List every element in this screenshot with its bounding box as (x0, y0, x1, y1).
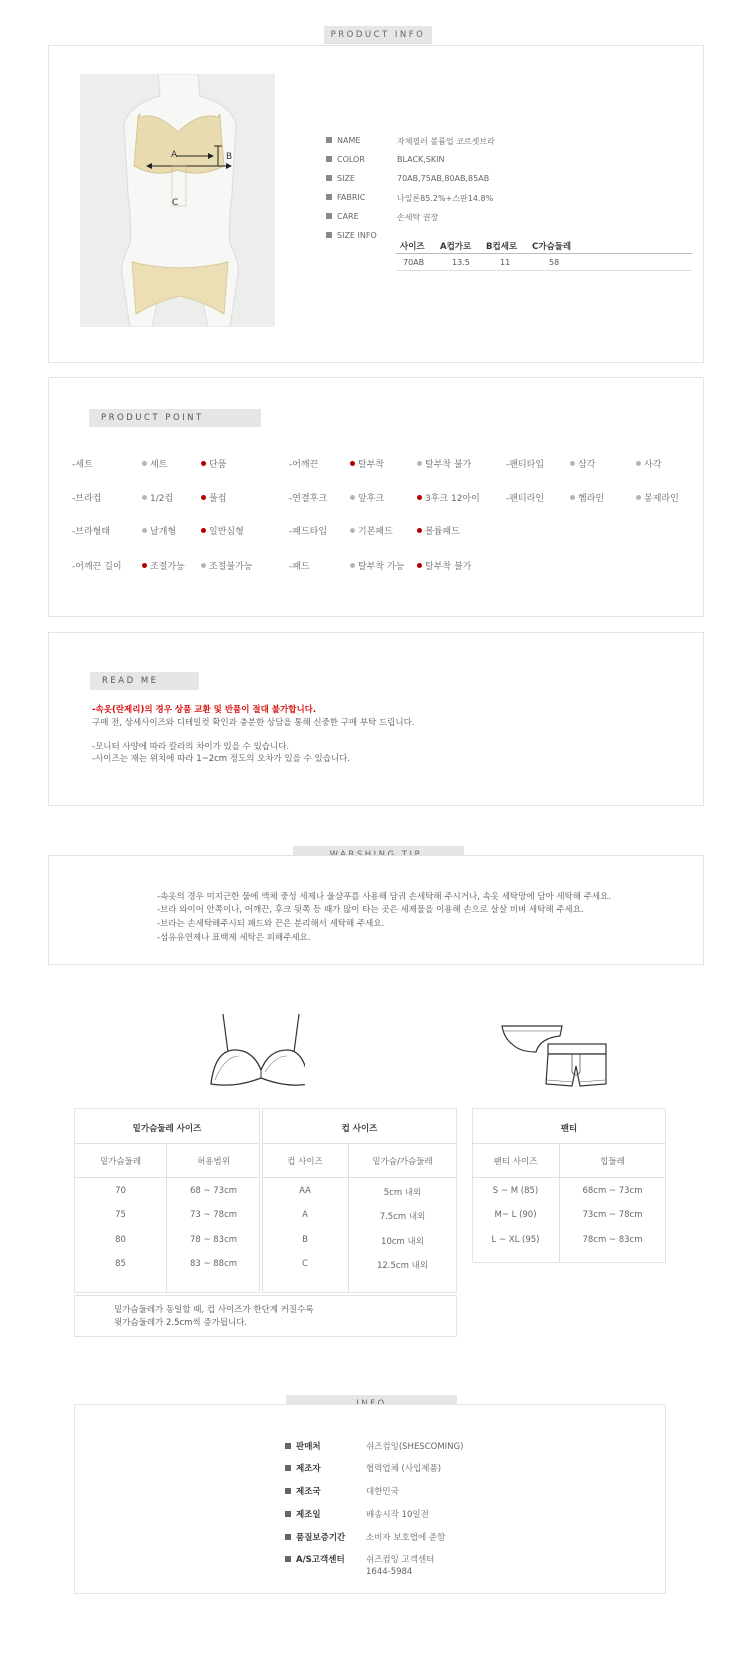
point-opt: 볼륨패드 (417, 524, 460, 537)
point-opt: 조절불가능 (201, 559, 252, 572)
point-cat: -팬티타입 (506, 460, 545, 470)
info-label: 제조일 (285, 1508, 321, 1520)
size-header-1: A컵가로 (440, 242, 472, 252)
read-me-line1: 구매 전, 상세사이즈와 디테일컷 확인과 충분한 상담을 통해 신중한 구매 부탁 드립니다. (92, 718, 415, 728)
table-row: AA (299, 1186, 311, 1196)
product-point-tab: PRODUCT POINT (89, 409, 261, 427)
cup-header-1: 밑가슴/가슴둘레 (372, 1157, 433, 1167)
table-row: B (302, 1235, 308, 1245)
product-info-tab: PRODUCT INFO (324, 26, 432, 44)
info-value: 소비자 보호법에 준함 (366, 1533, 446, 1543)
field-care-value: 손세탁 권장 (397, 213, 439, 222)
point-cat: -세트 (72, 460, 93, 470)
point-cat: -패드타입 (289, 527, 328, 537)
table-row: 10cm 내외 (381, 1237, 424, 1247)
size-header-3: C가슴둘레 (532, 242, 572, 252)
info-value: 쉬즈컴잉 고객센터 (366, 1555, 435, 1565)
underbust-header-1: 허용범위 (197, 1157, 230, 1167)
table-row: 5cm 내외 (383, 1188, 422, 1198)
size-cell-3: 58 (549, 258, 560, 267)
point-opt: 탈부착 불가 (417, 457, 471, 470)
point-opt: 앞후크 (350, 491, 384, 504)
point-opt: 풀컵 (201, 491, 226, 504)
field-sizeinfo-label: SIZE INFO (326, 231, 377, 240)
table-row: 68 ~ 73cm (189, 1186, 238, 1196)
info-label: A/S고객센터 (285, 1553, 345, 1565)
table-row: C (302, 1259, 308, 1269)
table-row: 75 (115, 1210, 126, 1220)
point-cat: -어깨끈 (289, 460, 319, 470)
info-value: 배송시작 10일전 (366, 1510, 429, 1520)
point-opt: 단품 (201, 457, 226, 470)
table-row: 12.5cm 내외 (376, 1261, 428, 1271)
field-name-label: NAME (326, 136, 360, 145)
table-row: L ~ XL (95) (491, 1235, 540, 1245)
washing-line-4: -섬유유연제나 표백제 세탁은 피해주세요. (157, 933, 311, 943)
table-row: 73cm ~ 78cm (582, 1210, 643, 1220)
bra-illustration-icon (205, 1010, 305, 1090)
field-care-label: CARE (326, 212, 359, 221)
field-fabric-label: FABRIC (326, 193, 365, 202)
table-row: 68cm ~ 73cm (582, 1186, 643, 1196)
cup-header-0: 컵 사이즈 (287, 1157, 323, 1167)
point-cat: -어깨끈 길이 (72, 562, 122, 572)
size-cell-1: 13.5 (452, 258, 470, 267)
field-size-value: 70AB,75AB,80AB,85AB (397, 174, 490, 183)
table-row: 83 ~ 88cm (189, 1259, 238, 1269)
table-row: 78 ~ 83cm (189, 1235, 238, 1245)
read-me-warning: -속옷(란제리)의 경우 상품 교환 및 반품이 절대 불가합니다. (92, 705, 317, 715)
info-value: 쉬즈컴잉(SHESCOMING) (366, 1442, 464, 1452)
point-cat: -연결후크 (289, 494, 328, 504)
info-phone: 1644-5984 (366, 1567, 413, 1577)
point-cat: -팬티라인 (506, 494, 545, 504)
field-fabric-value: 나일론85.2%+스판14.8% (397, 194, 494, 203)
read-me-line2: -모니터 사양에 따라 칼라의 차이가 있을 수 있습니다. (92, 742, 290, 752)
point-opt: 탈부착 가능 (350, 559, 404, 572)
panty-header-0: 팬티 사이즈 (493, 1157, 538, 1167)
point-opt: 날개형 (142, 524, 176, 537)
point-cat: -브라컵 (72, 494, 102, 504)
point-cat: -패드 (289, 562, 310, 572)
label-c: C (172, 198, 179, 208)
info-label: 판매처 (285, 1440, 321, 1452)
table-row: 70 (115, 1186, 126, 1196)
field-color-label: COLOR (326, 155, 365, 164)
point-opt: 3후크 12아이 (417, 491, 480, 504)
point-opt: 1/2컵 (142, 491, 173, 504)
point-opt: 삼각 (570, 457, 595, 470)
point-opt: 헴라인 (570, 491, 604, 504)
label-a: A (171, 150, 178, 160)
point-opt: 사각 (636, 457, 661, 470)
table-row: 85 (115, 1259, 126, 1269)
washing-line-3: -브라는 손세탁해주시되 패드와 끈은 분리해서 세탁해 주세요. (157, 919, 385, 929)
point-cat: -브라형태 (72, 527, 111, 537)
point-opt: 탈부착 (350, 457, 384, 470)
size-header-2: B컵세로 (486, 242, 518, 252)
underbust-header-0: 밑가슴둘레 (99, 1157, 142, 1167)
panty-illustration-icon (500, 1022, 610, 1092)
field-size-label: SIZE (326, 174, 355, 183)
table-row: A (302, 1210, 308, 1220)
point-opt: 탈부착 불가 (417, 559, 471, 572)
read-me-tab: READ ME (90, 672, 199, 690)
size-note-line1: 밑가슴둘레가 동일할 때, 컵 사이즈가 한단계 커질수록 (114, 1305, 314, 1315)
read-me-line3: -사이즈는 재는 위치에 따라 1~2cm 정도의 오차가 있을 수 있습니다. (92, 754, 351, 764)
point-opt: 세트 (142, 457, 167, 470)
table-row: 80 (115, 1235, 126, 1245)
panty-header-1: 힙둘레 (600, 1157, 625, 1167)
label-b: B (226, 152, 233, 162)
size-note-line2: 윗가슴둘레가 2.5cm씩 증가됩니다. (114, 1318, 248, 1328)
point-opt: 봉제라인 (636, 491, 679, 504)
cup-title: 컵 사이즈 (341, 1124, 378, 1134)
table-row: 78cm ~ 83cm (582, 1235, 643, 1245)
info-section (74, 1404, 666, 1594)
point-opt: 일반심형 (201, 524, 244, 537)
size-cell-0: 70AB (403, 258, 425, 267)
info-value: 협력업체 (사입제품) (366, 1464, 442, 1474)
info-label: 제조국 (285, 1485, 321, 1497)
underbust-title: 밑가슴둘레 사이즈 (132, 1124, 202, 1134)
washing-line-2: -브라 와이어 안쪽이나, 어깨끈, 후크 뒷쪽 등 때가 많이 타는 곳은 세제물을 이용해 손으로 살살 비벼 세탁해 주세요. (157, 905, 584, 915)
field-color-value: BLACK,SKIN (397, 155, 445, 164)
table-row: 7.5cm 내외 (379, 1212, 426, 1222)
panty-title: 팬티 (560, 1124, 578, 1134)
mannequin-photo (80, 74, 275, 327)
table-row: 73 ~ 78cm (189, 1210, 238, 1220)
info-label: 제조자 (285, 1462, 321, 1474)
point-opt: 조절가능 (142, 559, 185, 572)
table-row: M~ L (90) (494, 1210, 537, 1220)
field-name-value: 자체필러 볼륨업 코르셋브라 (397, 137, 495, 146)
size-header-0: 사이즈 (400, 242, 425, 252)
washing-line-1: -속옷의 경우 미지근한 물에 액체 중성 세제나 울샴푸를 사용해 담궈 손세탁해 주시거나, 속옷 세탁망에 담아 세탁해 주세요. (157, 892, 612, 902)
point-opt: 기본패드 (350, 524, 393, 537)
info-label: 품질보증기간 (285, 1531, 345, 1543)
info-value: 대한민국 (366, 1487, 399, 1497)
table-row: S ~ M (85) (492, 1186, 539, 1196)
size-cell-2: 11 (500, 258, 511, 267)
